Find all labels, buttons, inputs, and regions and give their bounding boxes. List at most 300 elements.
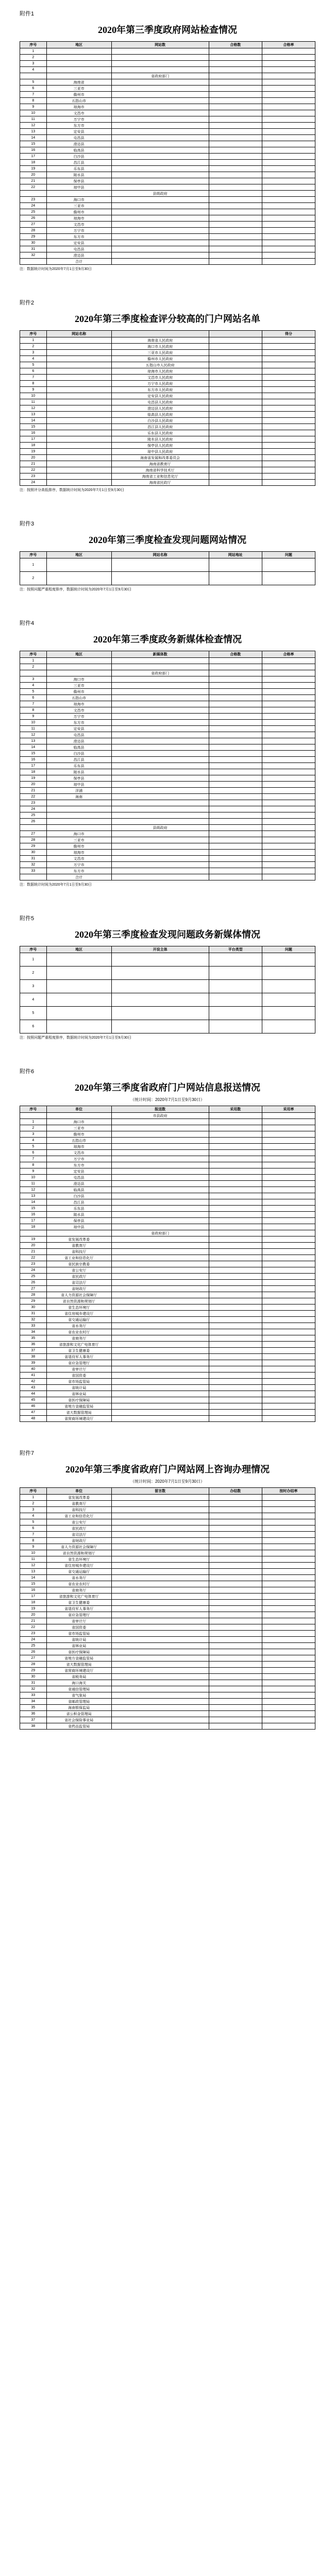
table-cell bbox=[262, 658, 315, 664]
table-cell bbox=[262, 1600, 315, 1606]
table-cell bbox=[46, 381, 111, 387]
table-cell bbox=[209, 744, 262, 751]
table-cell: 29 bbox=[20, 843, 47, 850]
table-cell bbox=[209, 1569, 262, 1575]
table-cell bbox=[111, 1193, 209, 1199]
table-cell: 12 bbox=[20, 405, 47, 412]
table-cell: 20 bbox=[20, 172, 47, 178]
table-cell bbox=[111, 1156, 209, 1162]
table-row bbox=[20, 1631, 315, 1637]
table-cell bbox=[111, 572, 209, 585]
table-cell bbox=[262, 806, 315, 812]
table-cell bbox=[262, 337, 315, 344]
table-cell bbox=[111, 806, 209, 812]
table-cell: 合计 bbox=[46, 259, 111, 265]
table-cell: 省旅游和文化广电体育厅 bbox=[46, 1342, 111, 1348]
table-cell bbox=[262, 246, 315, 252]
table-cell bbox=[262, 79, 315, 86]
table-cell: 海南省 bbox=[46, 79, 111, 86]
table-cell bbox=[262, 424, 315, 430]
section-subtitle: （统计时间：2020年7月1日至9月30日） bbox=[130, 1479, 205, 1484]
table-cell bbox=[111, 110, 209, 116]
table-cell bbox=[209, 1199, 262, 1206]
table-cell: 临高县 bbox=[46, 1187, 111, 1193]
table-row bbox=[20, 1397, 315, 1403]
table-cell: 7 bbox=[20, 1156, 47, 1162]
table-cell bbox=[111, 1569, 209, 1575]
table-row bbox=[20, 197, 315, 203]
table-cell bbox=[209, 362, 262, 368]
table-cell: 28 bbox=[20, 1292, 47, 1298]
table-cell bbox=[262, 1513, 315, 1519]
table-cell: 定安县人民政府 bbox=[111, 393, 209, 399]
column-header: 新媒体数 bbox=[111, 651, 209, 658]
table-cell bbox=[111, 1261, 209, 1267]
table-cell: 10 bbox=[20, 393, 47, 399]
table-cell: 省旅游和文化广电体育厅 bbox=[46, 1594, 111, 1600]
table-cell bbox=[209, 48, 262, 55]
table-cell bbox=[209, 794, 262, 800]
table-cell bbox=[46, 1020, 111, 1033]
column-header: 按时办结率 bbox=[262, 1488, 315, 1495]
table-cell bbox=[209, 751, 262, 757]
table-cell bbox=[262, 110, 315, 116]
table-cell bbox=[111, 1594, 209, 1600]
table-cell bbox=[46, 362, 111, 368]
table-cell bbox=[209, 819, 262, 825]
table-cell: 26 bbox=[20, 819, 47, 825]
table-cell: 省市场监管局 bbox=[46, 1631, 111, 1637]
table-cell bbox=[262, 1342, 315, 1348]
table-row bbox=[20, 1224, 315, 1230]
table-cell: 31 bbox=[20, 1311, 47, 1317]
table-cell bbox=[46, 350, 111, 356]
table-cell bbox=[209, 1563, 262, 1569]
table-row bbox=[20, 726, 315, 732]
table-cell: 33 bbox=[20, 1323, 47, 1329]
table-cell: 琼中县 bbox=[46, 782, 111, 788]
table-cell bbox=[209, 701, 262, 707]
table-row bbox=[20, 92, 315, 98]
table-cell bbox=[262, 738, 315, 744]
table-cell: 16 bbox=[20, 1587, 47, 1594]
table-cell: 25 bbox=[20, 1643, 47, 1649]
table-cell bbox=[262, 558, 315, 572]
table-cell: 12 bbox=[20, 732, 47, 738]
table-cell: 文昌市 bbox=[46, 856, 111, 862]
table-cell bbox=[209, 222, 262, 228]
table-cell bbox=[209, 430, 262, 436]
table-cell bbox=[111, 1699, 209, 1705]
table-cell: 22 bbox=[20, 1255, 47, 1261]
table-row bbox=[20, 1717, 315, 1723]
table-cell bbox=[262, 993, 315, 1007]
table-cell: 省政府部门 bbox=[111, 1230, 209, 1236]
table-cell: 35 bbox=[20, 1705, 47, 1711]
table-cell: 澄迈县 bbox=[46, 252, 111, 259]
table-cell bbox=[262, 1298, 315, 1304]
table-cell: 9 bbox=[20, 714, 47, 720]
table-cell: 14 bbox=[20, 418, 47, 424]
table-cell bbox=[111, 1618, 209, 1624]
table-cell: 20 bbox=[20, 455, 47, 461]
table-row bbox=[20, 1550, 315, 1556]
table-cell: 32 bbox=[20, 252, 47, 259]
table-row bbox=[20, 1304, 315, 1311]
table-cell bbox=[262, 1243, 315, 1249]
table-cell bbox=[111, 676, 209, 683]
table-cell bbox=[20, 874, 47, 880]
table-cell bbox=[111, 1138, 209, 1144]
table-cell bbox=[46, 806, 111, 812]
table-cell bbox=[111, 1668, 209, 1674]
table-cell bbox=[111, 197, 209, 203]
table-cell: 省公安厅 bbox=[46, 1267, 111, 1274]
table-cell: 16 bbox=[20, 1212, 47, 1218]
table-row bbox=[20, 658, 315, 664]
table-cell: 23 bbox=[20, 197, 47, 203]
table-cell bbox=[111, 1360, 209, 1366]
table-cell bbox=[262, 387, 315, 393]
column-header: 合格数 bbox=[209, 651, 262, 658]
table-row bbox=[20, 79, 315, 86]
table-cell bbox=[111, 1631, 209, 1637]
table-row bbox=[20, 1594, 315, 1600]
table-row bbox=[20, 825, 315, 831]
table-cell bbox=[209, 116, 262, 123]
table-cell bbox=[209, 203, 262, 209]
table-cell bbox=[111, 1212, 209, 1218]
table-cell bbox=[209, 1162, 262, 1168]
table-cell bbox=[111, 788, 209, 794]
table-cell bbox=[262, 172, 315, 178]
table-cell bbox=[111, 92, 209, 98]
table-cell bbox=[111, 1286, 209, 1292]
table-cell bbox=[262, 1723, 315, 1730]
table-cell: 28 bbox=[20, 837, 47, 843]
table-cell bbox=[111, 222, 209, 228]
table-row bbox=[20, 467, 315, 473]
table-cell: 临高县 bbox=[46, 147, 111, 154]
table-cell bbox=[262, 368, 315, 375]
table-cell bbox=[262, 73, 315, 79]
table-cell: 31 bbox=[20, 856, 47, 862]
section-title: 2020年第三季度省政府门户网站信息报送情况 bbox=[75, 1082, 260, 1093]
table-cell: 省民族宗教委 bbox=[46, 1261, 111, 1267]
table-row bbox=[20, 732, 315, 738]
table-cell: 文昌市人民政府 bbox=[111, 375, 209, 381]
table-row bbox=[20, 1569, 315, 1575]
table-cell bbox=[209, 480, 262, 486]
table-cell bbox=[111, 1335, 209, 1342]
table-row bbox=[20, 203, 315, 209]
table-cell bbox=[111, 751, 209, 757]
table-cell bbox=[46, 443, 111, 449]
column-header: 平台类型 bbox=[209, 946, 262, 953]
table-cell bbox=[209, 856, 262, 862]
table-cell bbox=[262, 356, 315, 362]
table-cell bbox=[262, 1206, 315, 1212]
table-cell bbox=[111, 141, 209, 147]
table-cell: 三亚市 bbox=[46, 683, 111, 689]
table-cell: 省教育厅 bbox=[46, 1501, 111, 1507]
table-cell bbox=[209, 1723, 262, 1730]
table-cell bbox=[209, 259, 262, 265]
column-header: 采用数 bbox=[209, 1106, 262, 1113]
table-cell: 8 bbox=[20, 381, 47, 387]
table-cell bbox=[111, 228, 209, 234]
table-cell bbox=[209, 1181, 262, 1187]
table-cell: 4 bbox=[20, 356, 47, 362]
table-cell: 东方市人民政府 bbox=[111, 387, 209, 393]
table-cell: 11 bbox=[20, 116, 47, 123]
table-row bbox=[20, 1168, 315, 1175]
table-cell: 11 bbox=[20, 1181, 47, 1187]
table-cell: 37 bbox=[20, 1717, 47, 1723]
table-cell bbox=[262, 55, 315, 61]
table-cell bbox=[111, 1600, 209, 1606]
table-cell bbox=[209, 993, 262, 1007]
table-cell bbox=[209, 350, 262, 356]
table-cell: 8 bbox=[20, 98, 47, 104]
table-cell bbox=[111, 1581, 209, 1587]
table-cell: 2 bbox=[20, 55, 47, 61]
table-cell bbox=[46, 375, 111, 381]
table-row bbox=[20, 1600, 315, 1606]
table-cell: 5 bbox=[20, 1144, 47, 1150]
table-cell bbox=[46, 449, 111, 455]
table-cell bbox=[209, 1385, 262, 1391]
table-cell bbox=[262, 375, 315, 381]
table-row bbox=[20, 1581, 315, 1587]
table-cell bbox=[209, 92, 262, 98]
table-row bbox=[20, 246, 315, 252]
table-cell bbox=[111, 1342, 209, 1348]
table-cell bbox=[111, 1587, 209, 1594]
table-cell: 儋州市 bbox=[46, 92, 111, 98]
table-cell: 19 bbox=[20, 775, 47, 782]
table-cell bbox=[209, 1556, 262, 1563]
table-cell bbox=[209, 1699, 262, 1705]
table-cell bbox=[262, 1329, 315, 1335]
table-cell bbox=[209, 1243, 262, 1249]
table-cell: 省交通运输厅 bbox=[46, 1569, 111, 1575]
table-cell bbox=[111, 1175, 209, 1181]
table-header-row bbox=[20, 42, 315, 48]
table-row bbox=[20, 695, 315, 701]
table-cell bbox=[262, 116, 315, 123]
table-cell bbox=[262, 350, 315, 356]
table-cell bbox=[262, 455, 315, 461]
table-cell bbox=[262, 1366, 315, 1372]
table-cell bbox=[111, 1292, 209, 1298]
table-cell bbox=[262, 1391, 315, 1397]
table-cell bbox=[262, 1717, 315, 1723]
table-cell bbox=[209, 1187, 262, 1193]
table-cell: 三亚市人民政府 bbox=[111, 350, 209, 356]
table-cell: 38 bbox=[20, 1354, 47, 1360]
table-cell bbox=[111, 160, 209, 166]
table-cell bbox=[262, 473, 315, 480]
table-cell bbox=[262, 1569, 315, 1575]
table-cell: 9 bbox=[20, 104, 47, 110]
table-cell: 21 bbox=[20, 1249, 47, 1255]
table-cell: 白沙县 bbox=[46, 154, 111, 160]
table-cell: 30 bbox=[20, 240, 47, 246]
table-cell: 22 bbox=[20, 1624, 47, 1631]
table-cell bbox=[262, 800, 315, 806]
table-cell: 10 bbox=[20, 1550, 47, 1556]
table-row bbox=[20, 794, 315, 800]
table-row bbox=[20, 701, 315, 707]
table-cell bbox=[111, 104, 209, 110]
table-row bbox=[20, 362, 315, 368]
table-cell bbox=[111, 1686, 209, 1692]
section-title: 2020年第三季度检查发现问题网站情况 bbox=[89, 535, 246, 546]
table-cell: 省应急管理厅 bbox=[46, 1360, 111, 1366]
table-cell bbox=[20, 259, 47, 265]
table-cell bbox=[209, 1507, 262, 1513]
table-cell bbox=[111, 862, 209, 868]
table-cell bbox=[209, 757, 262, 763]
table-cell bbox=[262, 412, 315, 418]
table-cell bbox=[209, 862, 262, 868]
table-cell bbox=[262, 1403, 315, 1410]
table-cell bbox=[262, 1637, 315, 1643]
table-cell bbox=[209, 473, 262, 480]
table-cell bbox=[209, 1255, 262, 1261]
table-cell: 省退役军人事务厅 bbox=[46, 1606, 111, 1612]
table-row bbox=[20, 993, 315, 1007]
table-cell bbox=[111, 1385, 209, 1391]
table-row bbox=[20, 61, 315, 67]
table-cell bbox=[262, 1692, 315, 1699]
column-header: 网站数 bbox=[111, 42, 209, 48]
table-row bbox=[20, 1692, 315, 1699]
table-cell bbox=[209, 455, 262, 461]
table-cell: 25 bbox=[20, 812, 47, 819]
table-row bbox=[20, 1199, 315, 1206]
table-cell bbox=[262, 1007, 315, 1020]
table-cell bbox=[111, 775, 209, 782]
table-cell bbox=[262, 1385, 315, 1391]
table-cell: 5 bbox=[20, 1519, 47, 1526]
table-cell bbox=[262, 141, 315, 147]
table-cell bbox=[111, 116, 209, 123]
table-cell bbox=[111, 1007, 209, 1020]
table-cell bbox=[262, 92, 315, 98]
table-cell bbox=[209, 1131, 262, 1138]
table-cell bbox=[262, 843, 315, 850]
table-cell: 省邮政管理局 bbox=[46, 1699, 111, 1705]
table-cell: 15 bbox=[20, 1581, 47, 1587]
table-header-row bbox=[20, 552, 315, 558]
table-cell bbox=[209, 812, 262, 819]
table-cell: 14 bbox=[20, 1575, 47, 1581]
table-cell: 15 bbox=[20, 424, 47, 430]
table-cell bbox=[209, 1354, 262, 1360]
table-cell: 27 bbox=[20, 1655, 47, 1662]
table-cell bbox=[209, 375, 262, 381]
table-cell: 海口市人民政府 bbox=[111, 344, 209, 350]
table-cell bbox=[209, 1119, 262, 1125]
table-cell: 17 bbox=[20, 763, 47, 769]
table-cell bbox=[209, 800, 262, 806]
table-cell: 25 bbox=[20, 1274, 47, 1280]
table-cell: 47 bbox=[20, 1410, 47, 1416]
table-cell: 16 bbox=[20, 430, 47, 436]
table-row bbox=[20, 337, 315, 344]
table-cell bbox=[262, 874, 315, 880]
table-cell: 省司法厅 bbox=[46, 1532, 111, 1538]
table-cell bbox=[111, 1249, 209, 1255]
table-cell: 省地方金融监管局 bbox=[46, 1655, 111, 1662]
table-cell bbox=[262, 819, 315, 825]
table-cell bbox=[262, 1317, 315, 1323]
table-cell bbox=[262, 1274, 315, 1280]
table-cell bbox=[209, 393, 262, 399]
table-row bbox=[20, 1125, 315, 1131]
table-cell bbox=[209, 572, 262, 585]
table-cell: 4 bbox=[20, 1138, 47, 1144]
table-cell: 海南 bbox=[46, 794, 111, 800]
table-cell bbox=[262, 147, 315, 154]
table-cell: 琼海市 bbox=[46, 104, 111, 110]
table-cell bbox=[209, 868, 262, 874]
table-cell: 13 bbox=[20, 412, 47, 418]
table-cell: 五指山市人民政府 bbox=[111, 362, 209, 368]
table-cell bbox=[111, 738, 209, 744]
table-cell bbox=[111, 1329, 209, 1335]
table-cell bbox=[111, 67, 209, 73]
table-row bbox=[20, 1507, 315, 1513]
table-cell: 34 bbox=[20, 1329, 47, 1335]
table-cell bbox=[262, 1280, 315, 1286]
table-row bbox=[20, 1317, 315, 1323]
table-row bbox=[20, 443, 315, 449]
table-row bbox=[20, 1655, 315, 1662]
table-cell bbox=[209, 806, 262, 812]
table-row bbox=[20, 1519, 315, 1526]
table-cell bbox=[262, 794, 315, 800]
table-cell bbox=[111, 1403, 209, 1410]
table-cell bbox=[209, 558, 262, 572]
section-title: 2020年第三季度检查发现问题政务新媒体情况 bbox=[75, 929, 260, 940]
table-cell bbox=[262, 1612, 315, 1618]
table-cell: 省工业和信息化厅 bbox=[46, 1513, 111, 1519]
table-cell bbox=[209, 418, 262, 424]
appendix-section bbox=[20, 1449, 315, 1730]
table-cell bbox=[209, 720, 262, 726]
table-cell bbox=[111, 1317, 209, 1323]
table-row bbox=[20, 424, 315, 430]
table-cell: 省财政厅 bbox=[46, 1538, 111, 1544]
table-cell bbox=[111, 701, 209, 707]
table-cell bbox=[209, 461, 262, 467]
table-cell bbox=[209, 1342, 262, 1348]
table-cell bbox=[262, 744, 315, 751]
table-cell: 澄迈县 bbox=[46, 141, 111, 147]
table-cell bbox=[111, 166, 209, 172]
table-row bbox=[20, 1267, 315, 1274]
table-row bbox=[20, 1286, 315, 1292]
table-cell: 省医疗保障局 bbox=[46, 1397, 111, 1403]
table-cell bbox=[111, 1348, 209, 1354]
column-header: 报送数 bbox=[111, 1106, 209, 1113]
table-row bbox=[20, 1674, 315, 1680]
table-cell: 五指山市 bbox=[46, 1138, 111, 1144]
table-cell bbox=[111, 1199, 209, 1206]
